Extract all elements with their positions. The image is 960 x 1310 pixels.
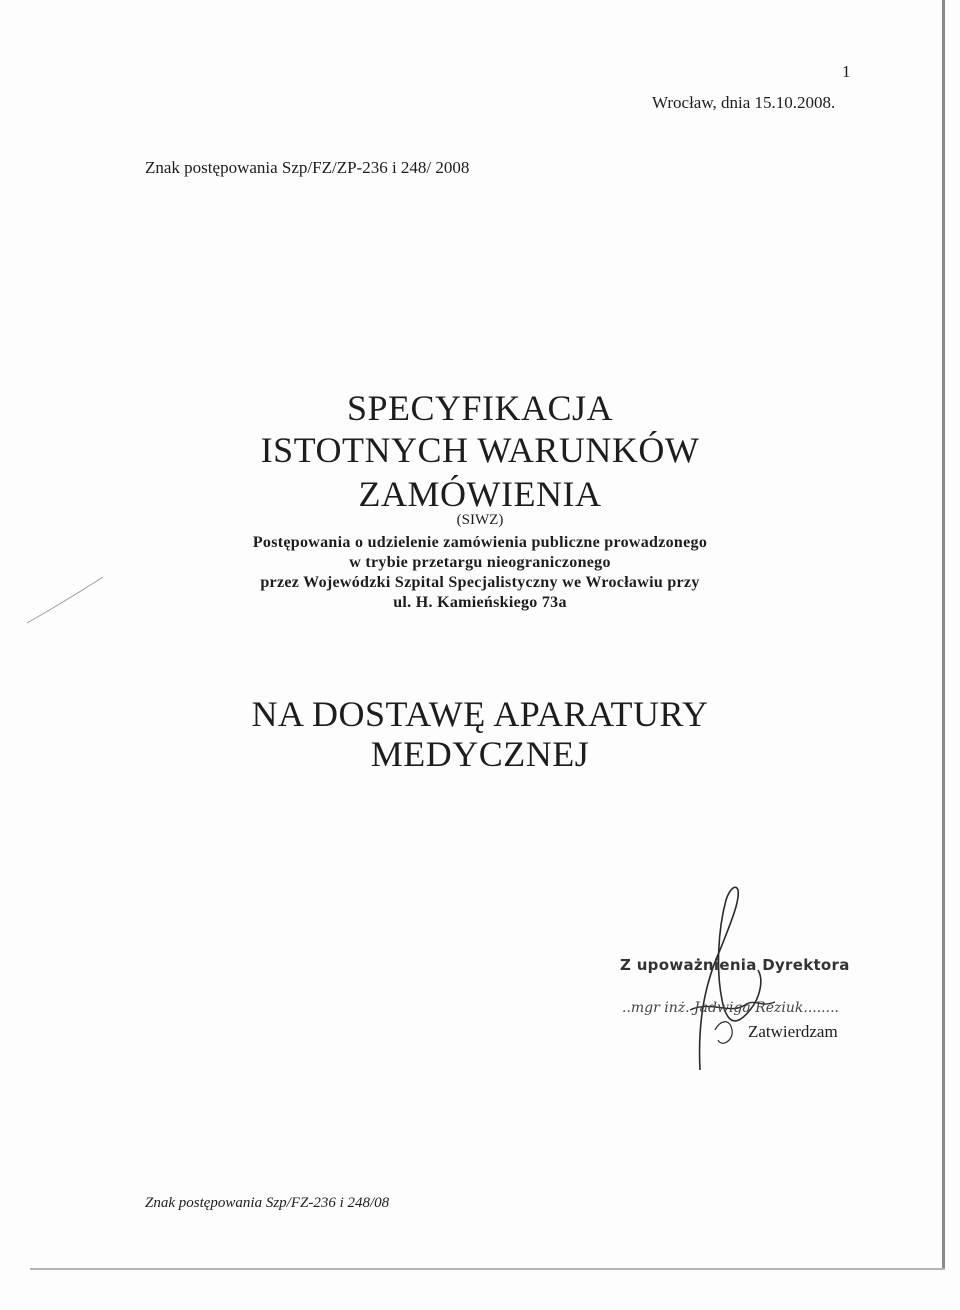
page-edge-right — [942, 0, 945, 1270]
title-abbreviation: (SIWZ) — [456, 512, 504, 528]
title-line-2: ISTOTNYCH WARUNKÓW — [260, 430, 700, 470]
reference-number: Znak postępowania Szp/FZ/ZP-236 i 248/ 2008 — [145, 158, 470, 177]
description-line-3: przez Wojewódzki Szpital Specjalistyczny we Wrocławiu przy — [260, 574, 700, 591]
footer-reference: Znak postępowania Szp/FZ-236 i 248/08 — [145, 1195, 390, 1211]
approval-label: Zatwierdzam — [748, 1022, 838, 1041]
description-line-4: ul. H. Kamieńskiego 73a — [393, 594, 567, 611]
handwritten-signature — [660, 880, 790, 1080]
page-number: 1 — [842, 62, 851, 81]
stamp-name-line: ..mgr inż. Jadwiga Reziuk........ — [622, 1000, 839, 1016]
page-edge-bottom — [30, 1268, 945, 1270]
authorization-stamp: Z upoważnienia Dyrektora — [620, 956, 850, 974]
title-line-3: ZAMÓWIENIA — [358, 474, 602, 514]
subject-line-1: NA DOSTAWĘ APARATURY — [251, 694, 709, 734]
description-line-2: w trybie przetargu nieograniczonego — [349, 554, 611, 571]
description-line-1: Postępowania o udzielenie zamówienia publiczne prowadzonego — [252, 534, 708, 551]
date-line: Wrocław, dnia 15.10.2008. — [652, 93, 836, 112]
title-line-1: SPECYFIKACJA — [346, 388, 614, 428]
subject-line-2: MEDYCZNEJ — [370, 734, 590, 774]
